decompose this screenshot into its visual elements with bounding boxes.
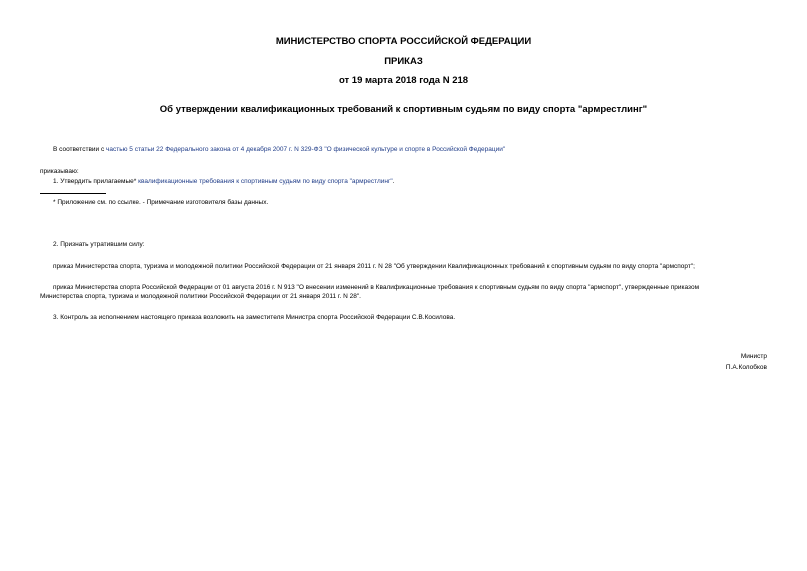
item-1-prefix: 1. Утвердить прилагаемые*	[53, 178, 139, 185]
doc-type-heading: ПРИКАЗ	[384, 56, 423, 67]
item-2-para-1: приказ Министерства спорта, туризма и молодежной политики Российской Федерации от 21 января 2011 г. N 28 "Об утверждении Квалификационных требований к спортивным судьям по виду спорта "армспорт";	[53, 263, 695, 270]
footnote-divider	[40, 193, 106, 194]
signature-position: Министр	[740, 353, 767, 360]
item-3-paragraph: 3. Контроль за исполнением настоящего приказа возложить на заместителя Министра спорта Российской Федерации С.В.Косилова.	[53, 314, 456, 321]
item-2-para-2-line-2: Министерства спорта, туризма и молодежной политики Российской Федерации от 21 января 2011 г. N 28".	[40, 293, 361, 300]
date-number-heading: от 19 марта 2018 года N 218	[338, 75, 469, 86]
preamble-paragraph	[53, 145, 505, 154]
subject-heading: Об утверждении квалификационных требований к спортивным судьям по виду спорта "армрестлинг"	[159, 104, 648, 115]
federal-law-link[interactable]: частью 5 статьи 22 Федерального закона от 4 декабря 2007 г. N 329-ФЗ "О физической культуре и спорте в Российской Федерации"	[106, 146, 506, 153]
item-1-paragraph	[53, 177, 394, 186]
ministry-heading: МИНИСТЕРСТВО СПОРТА РОССИЙСКОЙ ФЕДЕРАЦИИ	[275, 36, 532, 47]
footnote: * Приложение см. по ссылке. - Примечание изготовителя базы данных.	[53, 199, 269, 206]
item-2-heading: 2. Признать утратившим силу:	[53, 241, 145, 248]
preamble-prefix: В соответствии с	[53, 146, 107, 153]
qualification-requirements-link[interactable]: квалификационные требования к спортивным судьям по виду спорта "армрестлинг"	[138, 178, 393, 185]
signature-name: П.А.Колобков	[725, 364, 767, 371]
item-2-para-2-line-1: приказ Министерства спорта Российской Федерации от 01 августа 2016 г. N 913 "О внесении изменений в Квалификационные требования к спортивным судьям по виду спорта "армспорт", утвержденные приказом	[53, 284, 700, 291]
item-1-suffix: .	[392, 178, 395, 185]
order-word: приказываю:	[40, 168, 79, 175]
